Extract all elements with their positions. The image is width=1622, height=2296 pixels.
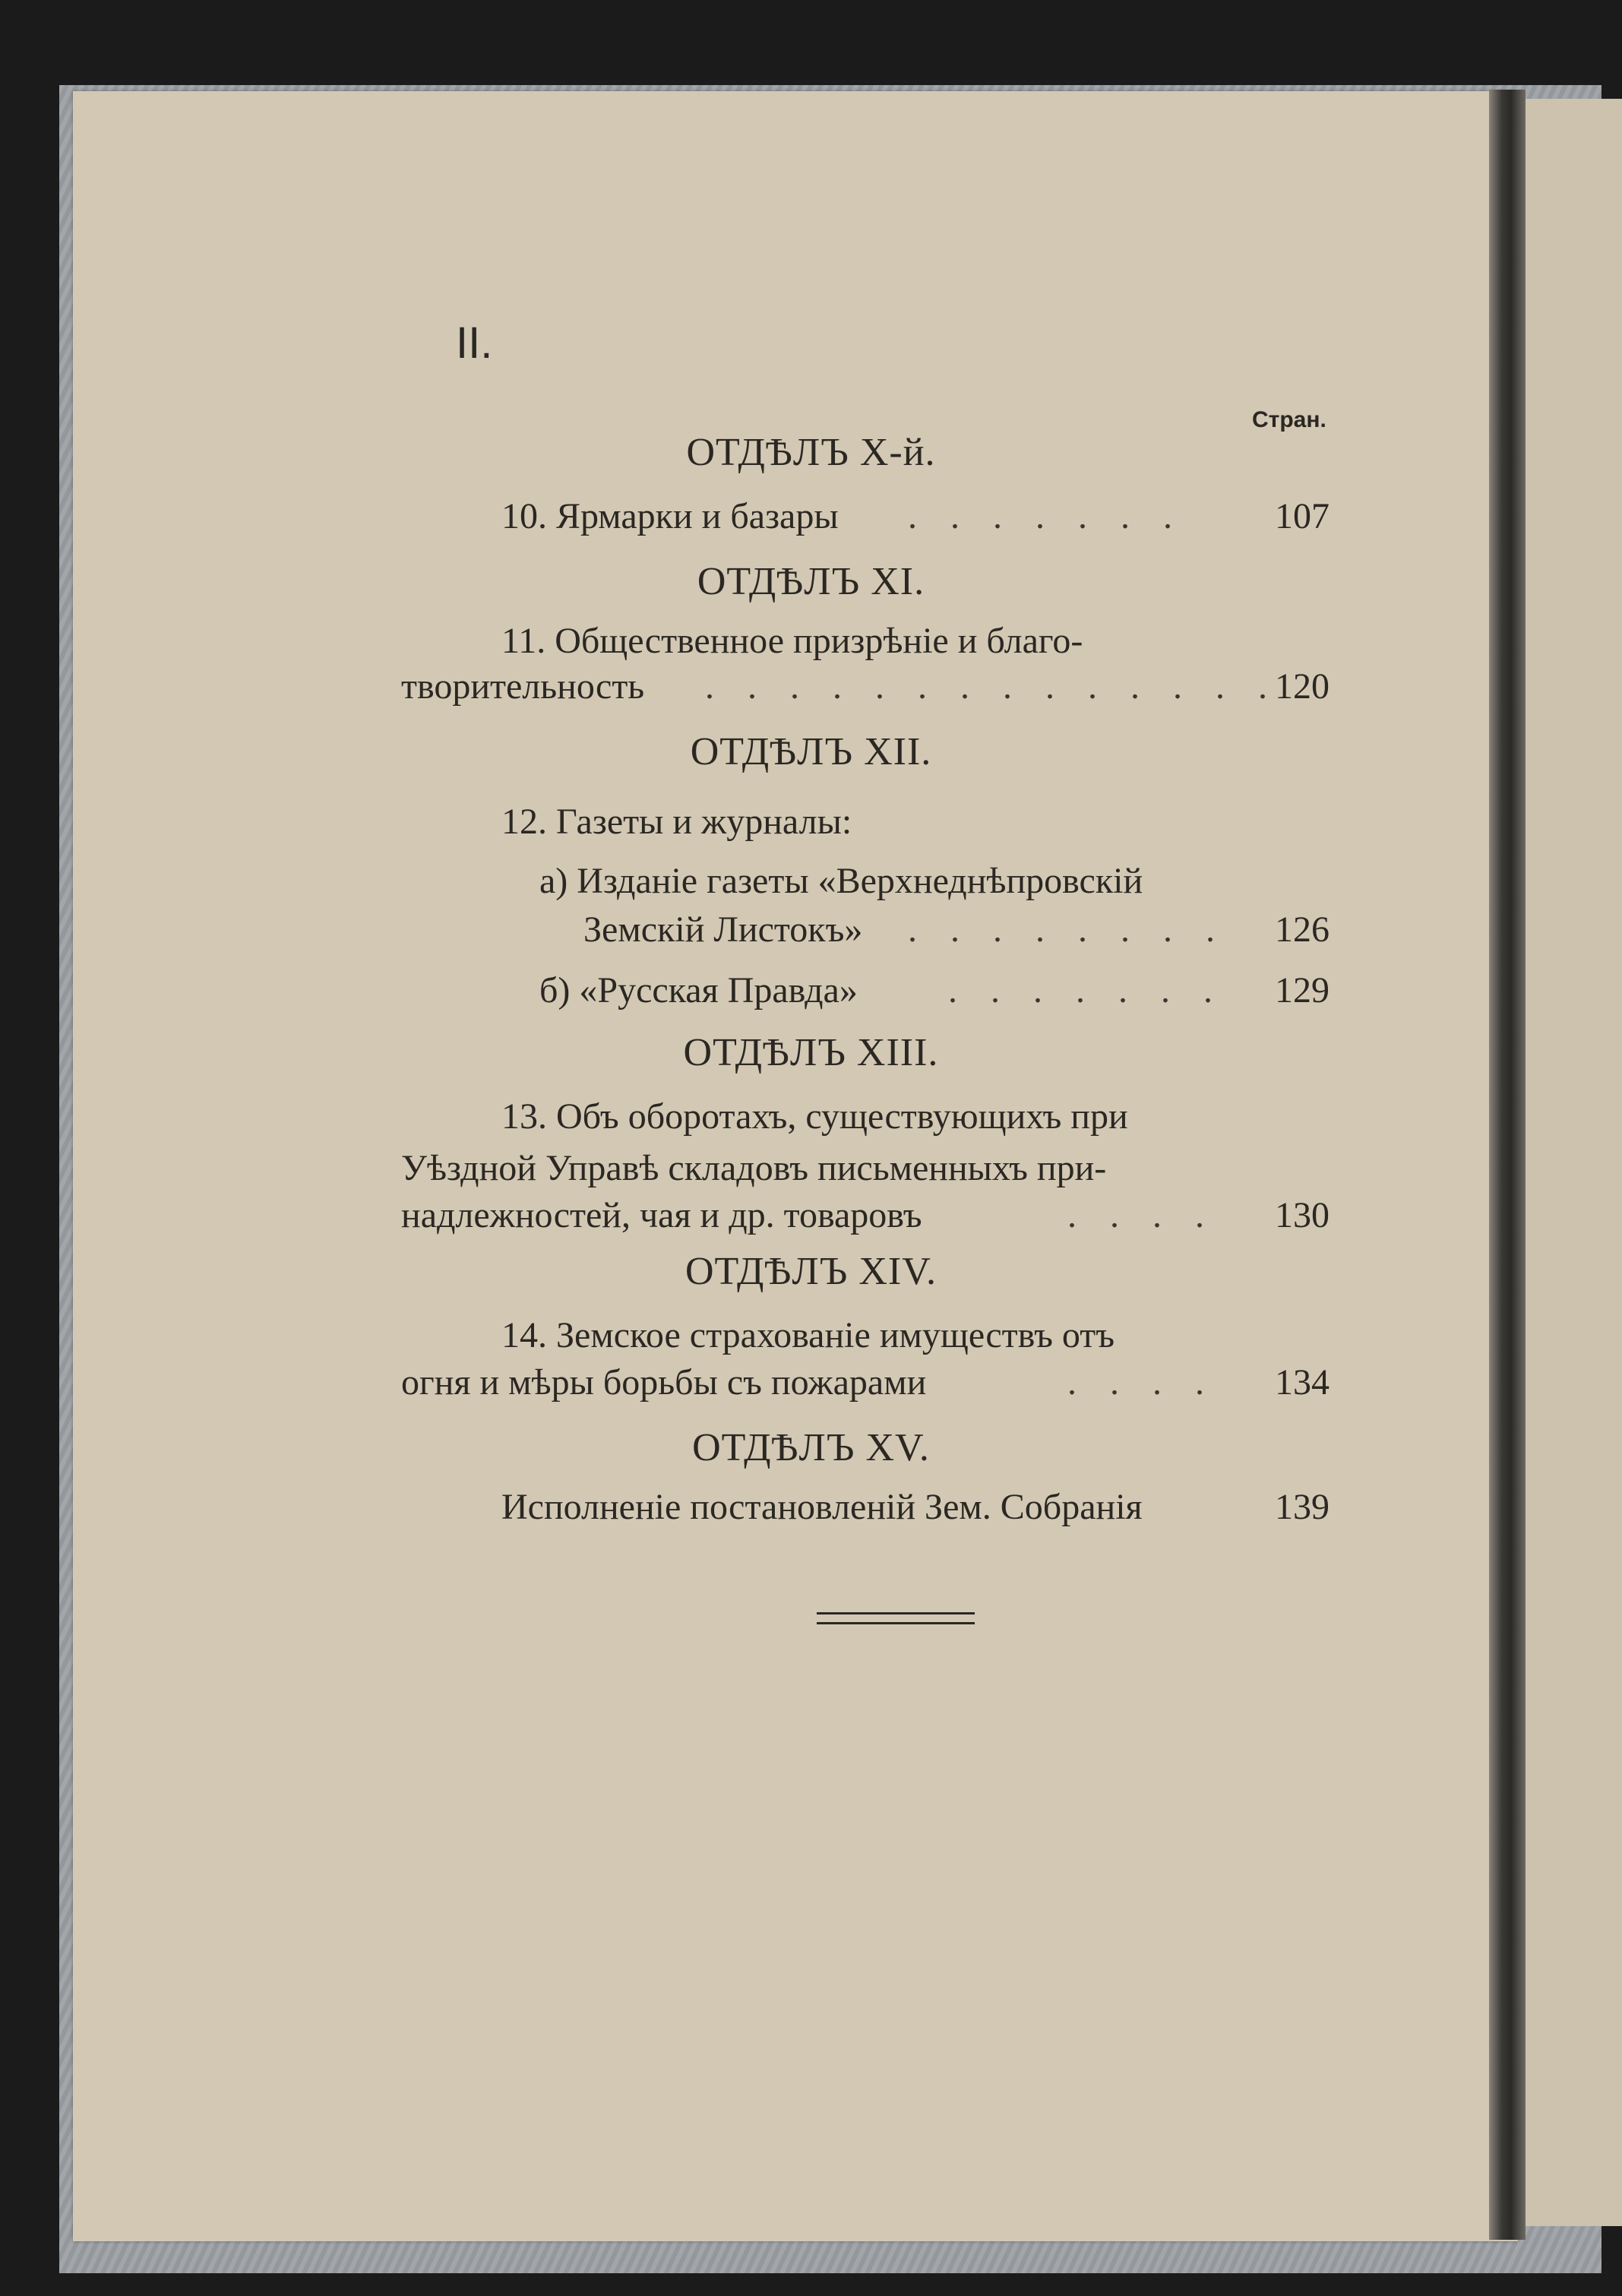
closing-double-rule — [817, 1612, 975, 1624]
toc-entry-text: 11. Общественное призрѣніе и благо- — [501, 621, 1083, 661]
toc-entry-text: 13. Объ оборотахъ, существующихъ при — [501, 1096, 1128, 1137]
toc-entry-text: 10. Ярмарки и базары — [501, 496, 839, 536]
section-heading: ОТДѢЛЪ Х-й. — [686, 431, 936, 474]
section-heading: ОТДѢЛЪ XII. — [690, 730, 932, 773]
section-heading: ОТДѢЛЪ XI. — [697, 560, 925, 603]
section-heading: ОТДѢЛЪ XV. — [692, 1426, 930, 1469]
toc-entry-page: 120 — [1275, 666, 1330, 707]
toc-entry-text: творительность — [401, 666, 645, 707]
toc-entry-text: огня и мѣры борьбы съ пожарами — [401, 1362, 927, 1403]
dot-leader: . . . . . . . . — [908, 909, 1227, 950]
dot-leader: . . . . — [1067, 1362, 1216, 1403]
toc-entry-text: а) Изданіе газеты «Верхнеднѣпровскій — [539, 861, 1143, 901]
section-heading: ОТДѢЛЪ XIV. — [685, 1250, 937, 1293]
toc-entry-text: 12. Газеты и журналы: — [501, 802, 852, 842]
dot-leader: . . . . . . . . . . . . . . — [705, 666, 1279, 707]
page-number: II. — [456, 318, 493, 368]
dot-leader: . . . . . . . — [948, 970, 1225, 1010]
page-column-header: Стран. — [1252, 407, 1326, 432]
toc-entry-page: 139 — [1275, 1487, 1330, 1527]
section-heading: ОТДѢЛЪ XIII. — [683, 1031, 939, 1074]
dot-leader: . . . . — [1067, 1195, 1216, 1235]
dot-leader: . . . . . . . — [908, 496, 1184, 536]
book-gutter — [1489, 90, 1526, 2240]
toc-entry-page: 107 — [1275, 496, 1330, 536]
toc-entry-page: 130 — [1275, 1195, 1330, 1235]
toc-entry-page: 126 — [1275, 909, 1330, 950]
toc-entry-text: надлежностей, чая и др. товаровъ — [401, 1195, 922, 1235]
toc-entry-text: Исполненіе постановленій Зем. Собранія — [501, 1487, 1143, 1527]
toc-entry-text: Земскій Листокъ» — [583, 909, 863, 950]
toc-entry-page: 129 — [1275, 970, 1330, 1010]
toc-entry-text: Уѣздной Управѣ складовъ письменныхъ при- — [401, 1148, 1107, 1188]
toc-entry-text: б) «Русская Правда» — [539, 970, 858, 1010]
toc-entry-page: 134 — [1275, 1362, 1330, 1403]
facing-page — [1526, 99, 1622, 2226]
toc-entry-text: 14. Земское страхованіе имуществъ отъ — [501, 1315, 1115, 1355]
